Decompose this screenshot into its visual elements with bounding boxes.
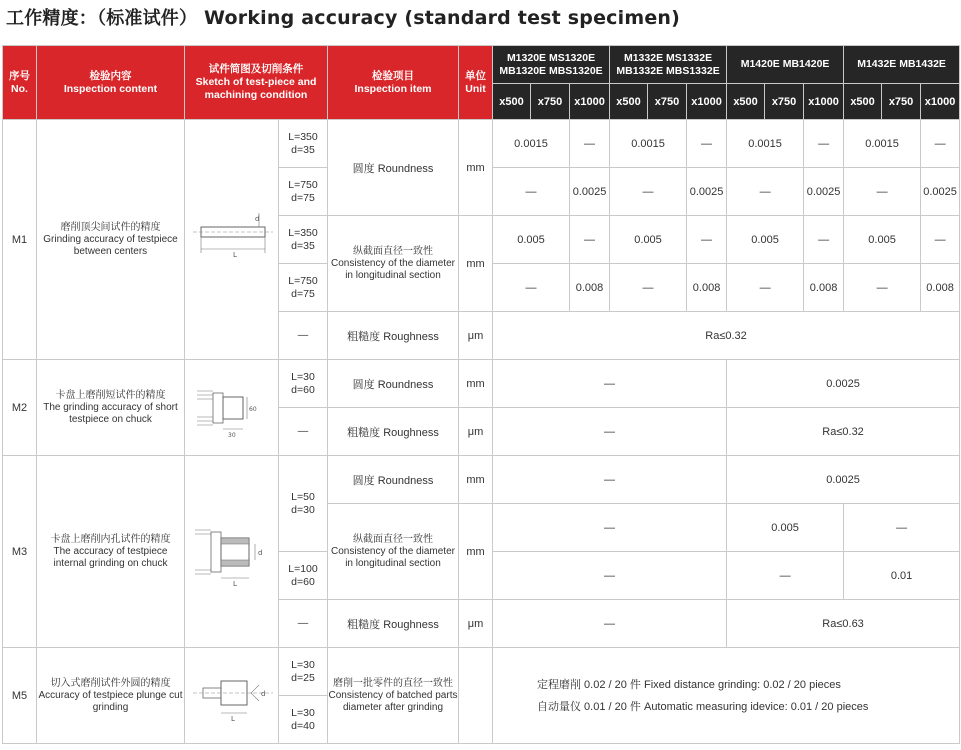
- inspection-item-roundness: 圆度 Roundness: [328, 120, 459, 216]
- unit-mm: mm: [459, 504, 493, 600]
- value-cell: 0.005: [727, 504, 844, 552]
- condition: L=350 d=35: [279, 120, 328, 168]
- condition: L=350 d=35: [279, 216, 328, 264]
- inspection-item-consistency: 纵截面直径一致性 Consistency of the diameter in longitudinal section: [328, 504, 459, 600]
- sketch-between-centers: [185, 120, 279, 360]
- header-x750: x750: [531, 84, 570, 120]
- header-x750: x750: [882, 84, 921, 120]
- value-cell: —: [493, 264, 570, 312]
- unit-mm: mm: [459, 120, 493, 216]
- header-x1000: x1000: [921, 84, 960, 120]
- svg-text:d: d: [260, 689, 265, 698]
- unit-um: μm: [459, 600, 493, 648]
- value-cell: —: [844, 264, 921, 312]
- condition: L=30 d=25: [279, 648, 328, 696]
- row-no: M2: [3, 360, 37, 456]
- value-cell: 0.0015: [610, 120, 687, 168]
- condition: L=750 d=75: [279, 168, 328, 216]
- value-cell: —: [921, 216, 960, 264]
- value-cell: 0.0025: [687, 168, 727, 216]
- svg-text:60: 60: [248, 405, 257, 413]
- sketch-short-testpiece: [185, 360, 279, 456]
- value-cell: —: [727, 552, 844, 600]
- value-cell: 0.01: [844, 552, 960, 600]
- condition: —: [279, 600, 328, 648]
- condition: L=30 d=40: [279, 696, 328, 744]
- svg-text:d: d: [254, 214, 259, 223]
- value-cell: —: [804, 216, 844, 264]
- page-title: [6, 4, 680, 30]
- header-x750: x750: [765, 84, 804, 120]
- header-item: 检验项目 Inspection item: [328, 46, 459, 120]
- unit-mm: mm: [459, 360, 493, 408]
- unit-um: μm: [459, 312, 493, 360]
- row-no: M5: [3, 648, 37, 744]
- header-x500: x500: [493, 84, 531, 120]
- value-cell: 0.0015: [493, 120, 570, 168]
- value-cell: —: [570, 216, 610, 264]
- row-no: M3: [3, 456, 37, 648]
- value-cell: —: [844, 504, 960, 552]
- value-cell: —: [687, 216, 727, 264]
- header-model-1: M1320E MS1320E MB1320E MBS1320E: [493, 46, 610, 84]
- header-model-2: M1332E MS1332E MB1332E MBS1332E: [610, 46, 727, 84]
- inspection-item-batch-consistency: 磨削一批零件的直径一致性 Consistency of batched parts diameter after grinding: [328, 648, 459, 744]
- value-cell: Ra≤0.32: [727, 408, 960, 456]
- accuracy-table: [2, 45, 960, 744]
- page-title-cn: 工作精度：（标准试件）: [6, 8, 198, 29]
- value-cell: —: [493, 168, 570, 216]
- row-no: M1: [3, 120, 37, 360]
- svg-text:L: L: [232, 579, 237, 588]
- value-cell: 0.008: [921, 264, 960, 312]
- value-cell: Ra≤0.63: [727, 600, 960, 648]
- header-x1000: x1000: [570, 84, 610, 120]
- inspection-item-roundness: 圆度 Roundness: [328, 456, 459, 504]
- inspection-item-roughness: 粗糙度 Roughness: [328, 600, 459, 648]
- value-cell: —: [493, 552, 727, 600]
- inspection-item-roughness: 粗糙度 Roughness: [328, 408, 459, 456]
- header-x1000: x1000: [804, 84, 844, 120]
- header-model-3: M1420E MB1420E: [727, 46, 844, 84]
- value-cell: —: [493, 408, 727, 456]
- value-cell: 0.008: [570, 264, 610, 312]
- header-sketch: 试件简图及切削条件 Sketch of test-piece and machining condition: [185, 46, 328, 120]
- header-unit: 单位 Unit: [459, 46, 493, 120]
- value-cell: —: [610, 264, 687, 312]
- header-x500: x500: [844, 84, 882, 120]
- value-cell: —: [844, 168, 921, 216]
- inspection-content: 切入式磨削试件外圆的精度 Accuracy of testpiece plunge cut grinding: [37, 648, 185, 744]
- inspection-content: 卡盘上磨削短试件的精度 The grinding accuracy of short testpiece on chuck: [37, 360, 185, 456]
- svg-text:L: L: [230, 714, 235, 723]
- value-cell: 0.005: [493, 216, 570, 264]
- header-content: 检验内容 Inspection content: [37, 46, 185, 120]
- sketch-plunge-cut: [185, 648, 279, 744]
- condition: L=30 d=60: [279, 360, 328, 408]
- unit-empty: [459, 648, 493, 744]
- value-cell: 0.0025: [727, 456, 960, 504]
- value-cell: 0.005: [844, 216, 921, 264]
- value-cell: —: [727, 264, 804, 312]
- header-x500: x500: [610, 84, 648, 120]
- inspection-content: 卡盘上磨削内孔试件的精度 The accuracy of testpiece internal grinding on chuck: [37, 456, 185, 648]
- value-cell: 0.0025: [921, 168, 960, 216]
- value-cell: —: [687, 120, 727, 168]
- value-cell: —: [921, 120, 960, 168]
- value-cell: —: [493, 600, 727, 648]
- sketch-internal-grinding: [185, 456, 279, 648]
- inspection-item-consistency: 纵截面直径一致性 Consistency of the diameter in longitudinal section: [328, 216, 459, 312]
- condition: —: [279, 408, 328, 456]
- value-cell: 0.0025: [727, 360, 960, 408]
- inspection-item-roundness: 圆度 Roundness: [328, 360, 459, 408]
- value-cell: —: [493, 456, 727, 504]
- value-cell: 0.0015: [844, 120, 921, 168]
- value-cell: —: [610, 168, 687, 216]
- svg-text:L: L: [232, 250, 237, 259]
- header-no: 序号 No.: [3, 46, 37, 120]
- value-cell: 0.008: [687, 264, 727, 312]
- header-x750: x750: [648, 84, 687, 120]
- value-cell: 0.005: [610, 216, 687, 264]
- header-x1000: x1000: [687, 84, 727, 120]
- value-cell: 0.008: [804, 264, 844, 312]
- value-cell: 0.0015: [727, 120, 804, 168]
- condition: —: [279, 312, 328, 360]
- svg-text:30: 30: [227, 431, 236, 439]
- svg-text:d: d: [257, 548, 262, 557]
- value-cell: —: [804, 120, 844, 168]
- value-cell: 0.005: [727, 216, 804, 264]
- header-x500: x500: [727, 84, 765, 120]
- value-cell: 0.0025: [570, 168, 610, 216]
- unit-mm: mm: [459, 456, 493, 504]
- condition: L=750 d=75: [279, 264, 328, 312]
- condition: L=50 d=30: [279, 456, 328, 552]
- unit-mm: mm: [459, 216, 493, 312]
- value-cell: —: [493, 360, 727, 408]
- header-model-4: M1432E MB1432E: [844, 46, 960, 84]
- value-cell: Ra≤0.32: [493, 312, 960, 360]
- value-cell: 0.0025: [804, 168, 844, 216]
- value-cell-batch: 定程磨削 0.02 / 20 件 Fixed distance grinding: 0.02 / 20 pieces 自动量仪 0.01 / 20 件 Automatic measuring idevice: 0.01 / 20 pieces: [493, 648, 960, 744]
- page-title-en: Working accuracy (standard test specimen): [204, 7, 681, 29]
- inspection-content: 磨削顶尖间试件的精度 Grinding accuracy of testpiece between centers: [37, 120, 185, 360]
- value-cell: —: [493, 504, 727, 552]
- condition: L=100 d=60: [279, 552, 328, 600]
- unit-um: μm: [459, 408, 493, 456]
- value-cell: —: [570, 120, 610, 168]
- value-cell: —: [727, 168, 804, 216]
- inspection-item-roughness: 粗糙度 Roughness: [328, 312, 459, 360]
